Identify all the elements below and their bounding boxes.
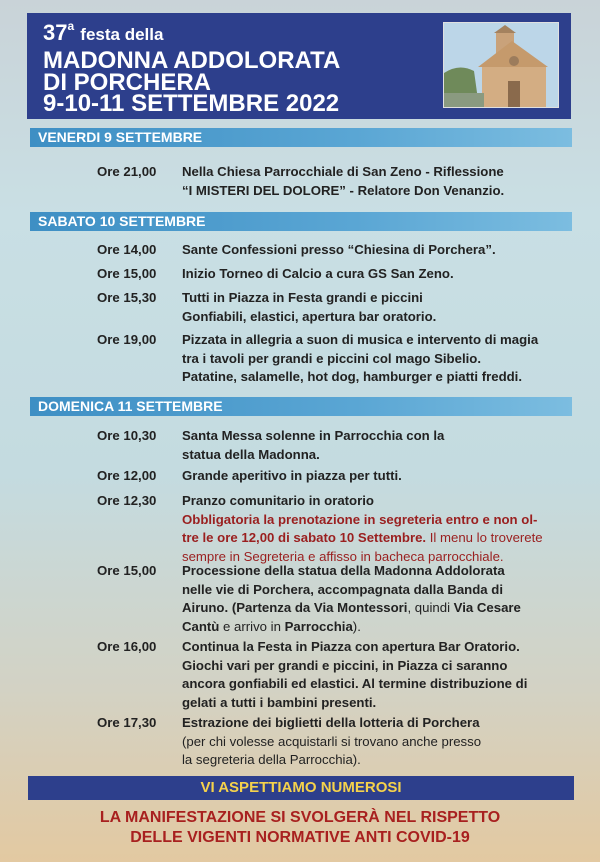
event-time: Ore 21,00 (97, 164, 157, 179)
event-desc: Sante Confessioni presso “Chiesina di Porchera”. (182, 242, 496, 257)
event-desc: Nella Chiesa Parrocchiale di San Zeno - Riflessione “I MISTERI DEL DOLORE” - Relatore Don Venanzio. (182, 164, 505, 198)
event-time: Ore 14,00 (97, 242, 157, 257)
event-time: Ore 10,30 (97, 428, 157, 443)
event-desc: Processione della statua della Madonna Addolorata nelle vie di Porchera, accompagnata dalla Banda di Airuno. (Partenza da Via Montessori, quindi Via Cesare Cantù e arrivo in Parrocchia). (182, 563, 521, 634)
event-desc: Pranzo comunitario in oratorio Obbligatoria la prenotazione in segreteria entro e non ol- tre le ore 12,00 di sabato 10 Settembre. Il menu lo troverete sempre in Segreteria e affisso in bacheca parrocchiale. (182, 493, 543, 564)
event-time: Ore 17,30 (97, 715, 157, 730)
event-desc: Inizio Torneo di Calcio a cura GS San Zeno. (182, 266, 454, 281)
event-desc: Pizzata in allegria a suon di musica e intervento di magia tra i tavoli per grandi e piccini col mago Sibelio. Patatine, salamelle, hot dog, hamburger e piatti freddi. (182, 332, 539, 384)
day-header-saturday: SABATO 10 SETTEMBRE (30, 212, 572, 231)
event-time: Ore 15,30 (97, 290, 157, 305)
event-time: Ore 15,00 (97, 563, 157, 578)
church-photo (443, 22, 559, 108)
covid-notice-line2: DELLE VIGENTI NORMATIVE ANTI COVID-19 (130, 829, 470, 846)
event-time: Ore 16,00 (97, 639, 157, 654)
day-header-friday: VENERDI 9 SETTEMBRE (30, 128, 572, 147)
event-desc: Santa Messa solenne in Parrocchia con la statua della Madonna. (182, 428, 445, 462)
event-time: Ore 12,00 (97, 468, 157, 483)
event-time: Ore 15,00 (97, 266, 157, 281)
event-desc: Estrazione dei biglietti della lotteria di Porchera (per chi volesse acquistarli si trovano anche presso la segreteria della Parrocchia). (182, 715, 482, 767)
title-madonna: MADONNA ADDOLORATA (43, 47, 341, 74)
covid-notice-line1: LA MANIFESTAZIONE SI SVOLGERÀ NEL RISPETTO (99, 809, 501, 826)
day-header-sunday: DOMENICA 11 SETTEMBRE (30, 397, 572, 416)
event-desc: Tutti in Piazza in Festa grandi e piccini Gonfiabili, elastici, apertura bar oratorio. (182, 290, 437, 324)
event-desc: Continua la Festa in Piazza con apertura Bar Oratorio. Giochi vari per grandi e piccini, in Piazza ci saranno ancora gonfiabili ed elastici. Al termine distribuzione di gelati a tutti i bambini presenti. (182, 639, 528, 710)
closing-banner: VI ASPETTIAMO NUMEROSI (28, 776, 574, 800)
event-time: Ore 19,00 (97, 332, 157, 347)
event-desc: Grande aperitivo in piazza per tutti. (182, 468, 402, 483)
event-time: Ore 12,30 (97, 493, 157, 508)
poster-header (27, 13, 571, 119)
title-porchera: DI PORCHERA (43, 69, 212, 96)
edition-title: 37$^a$ festa della (43, 19, 164, 45)
event-dates: 9-10-11 SETTEMBRE 2022 (43, 90, 340, 117)
